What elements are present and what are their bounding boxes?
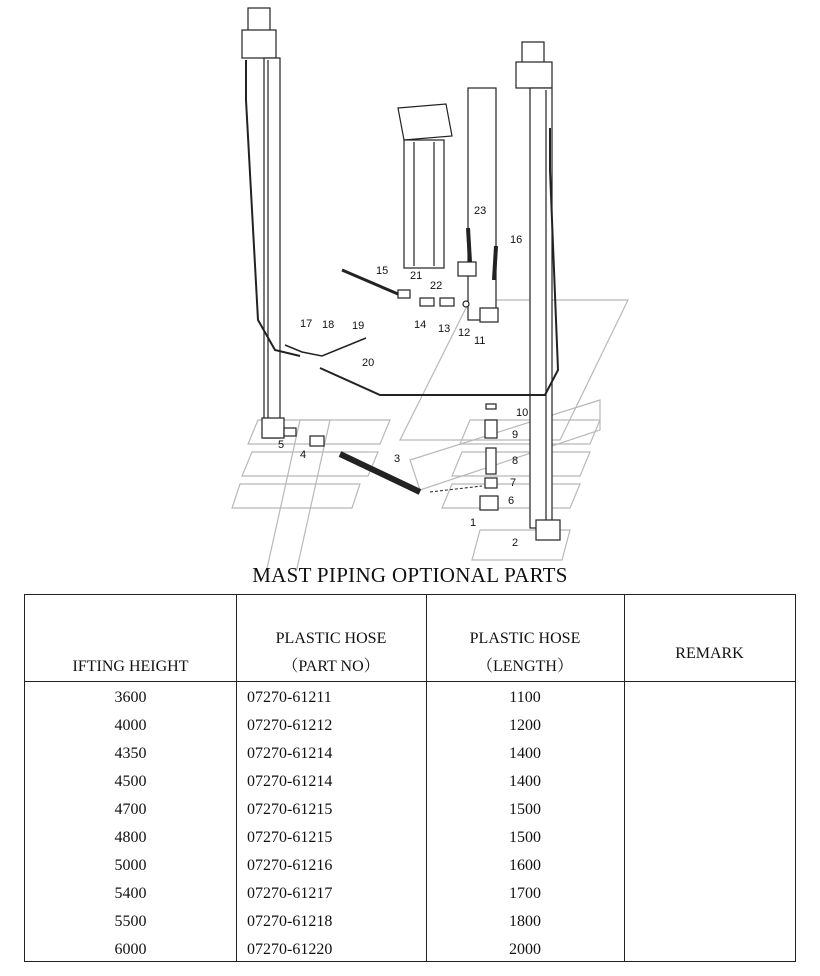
- table-cell-remark: [624, 684, 795, 712]
- table-cell-height: 5000: [114, 857, 147, 874]
- table-cell-length: 1600: [509, 857, 541, 874]
- callout-16: 16: [510, 234, 523, 246]
- callout-7: 7: [510, 477, 517, 489]
- callout-23: 23: [474, 205, 487, 217]
- free-lift-cylinder: [398, 104, 452, 268]
- table-cell-part-no: 07270-61217: [247, 885, 333, 902]
- callout-14: 14: [414, 319, 427, 331]
- header-part-no-line1: PLASTIC HOSE: [275, 630, 387, 647]
- left-lift-cylinder: [242, 8, 284, 438]
- table-cell-remark: [624, 908, 795, 936]
- table-cell-part-no: 07270-61215: [247, 801, 333, 818]
- callout-20: 20: [362, 357, 375, 369]
- table-cell-remark: [624, 880, 795, 908]
- table-cell-remark: [624, 824, 795, 852]
- table-cell-part-no: 07270-61215: [247, 829, 333, 846]
- table-cell-length: 2000: [509, 941, 541, 958]
- table-cell-remark: [624, 712, 795, 740]
- callout-15: 15: [376, 265, 389, 277]
- center-tube: [468, 88, 496, 320]
- table-cell-length: 1800: [509, 913, 541, 930]
- callout-11: 11: [474, 335, 486, 347]
- table-cell-part-no: 07270-61214: [247, 773, 333, 790]
- table-cell-remark: [624, 796, 795, 824]
- table-cell-part-no: 07270-61212: [247, 717, 333, 734]
- header-remark: REMARK: [675, 645, 744, 662]
- callout-5: 5: [278, 439, 285, 451]
- callout-10: 10: [516, 407, 529, 419]
- callout-4: 4: [300, 449, 307, 461]
- callout-8: 8: [512, 455, 519, 467]
- callout-3: 3: [394, 453, 401, 465]
- table-cell-length: 1400: [509, 745, 541, 762]
- callout-19: 19: [352, 320, 365, 332]
- table-cell-height: 4800: [114, 829, 147, 846]
- table-cell-part-no: 07270-61211: [247, 689, 332, 706]
- table-cell-height: 4500: [114, 773, 147, 790]
- table-cell-length: 1100: [509, 689, 541, 706]
- callout-9: 9: [512, 429, 519, 441]
- table-cell-part-no: 07270-61218: [247, 913, 333, 930]
- plastic-hose-3: [340, 454, 420, 492]
- parts-table: [24, 594, 796, 962]
- connector-line: [430, 486, 482, 492]
- header-length-line2: （LENGTH）: [477, 658, 573, 675]
- header-length-line1: PLASTIC HOSE: [469, 630, 581, 647]
- callout-18: 18: [322, 319, 335, 331]
- header-part-no-line2: （PART NO）: [282, 658, 380, 675]
- callout-22: 22: [430, 280, 443, 292]
- callout-17: 17: [300, 318, 313, 330]
- hose-23: [468, 228, 470, 262]
- callout-21: 21: [410, 270, 423, 282]
- hose-15: [342, 270, 398, 294]
- table-cell-remark: [624, 740, 795, 768]
- table-cell-part-no: 07270-61214: [247, 745, 333, 762]
- table-cell-part-no: 07270-61220: [247, 941, 333, 958]
- table-cell-height: 5400: [114, 885, 147, 902]
- table-cell-part-no: 07270-61216: [247, 857, 333, 874]
- hose-16: [494, 246, 496, 280]
- table-cell-length: 1700: [509, 885, 541, 902]
- right-lift-cylinder: [516, 42, 560, 540]
- table-cell-length: 1500: [509, 829, 541, 846]
- callout-13: 13: [438, 323, 451, 335]
- callout-12: 12: [458, 327, 471, 339]
- table-cell-height: 4000: [114, 717, 147, 734]
- table-cell-length: 1200: [509, 717, 541, 734]
- callout-6: 6: [508, 495, 515, 507]
- callout-2: 2: [512, 537, 519, 549]
- hose-19: [285, 338, 366, 356]
- table-cell-remark: [624, 936, 795, 964]
- table-cell-remark: [624, 768, 795, 796]
- table-cell-height: 3600: [114, 689, 147, 706]
- table-cell-height: 4700: [114, 801, 147, 818]
- header-lifting-height: IFTING HEIGHT: [72, 658, 189, 675]
- table-cell-remark: [624, 852, 795, 880]
- table-cell-length: 1400: [509, 773, 541, 790]
- page-title: MAST PIPING OPTIONAL PARTS: [252, 563, 568, 587]
- table-cell-height: 6000: [114, 941, 147, 958]
- table-header-divider: [25, 681, 795, 682]
- table-cell-height: 5500: [114, 913, 147, 930]
- fittings-4-5: [284, 428, 324, 446]
- callout-1: 1: [470, 517, 477, 529]
- table-cell-length: 1500: [509, 801, 541, 818]
- table-cell-height: 4350: [114, 745, 147, 762]
